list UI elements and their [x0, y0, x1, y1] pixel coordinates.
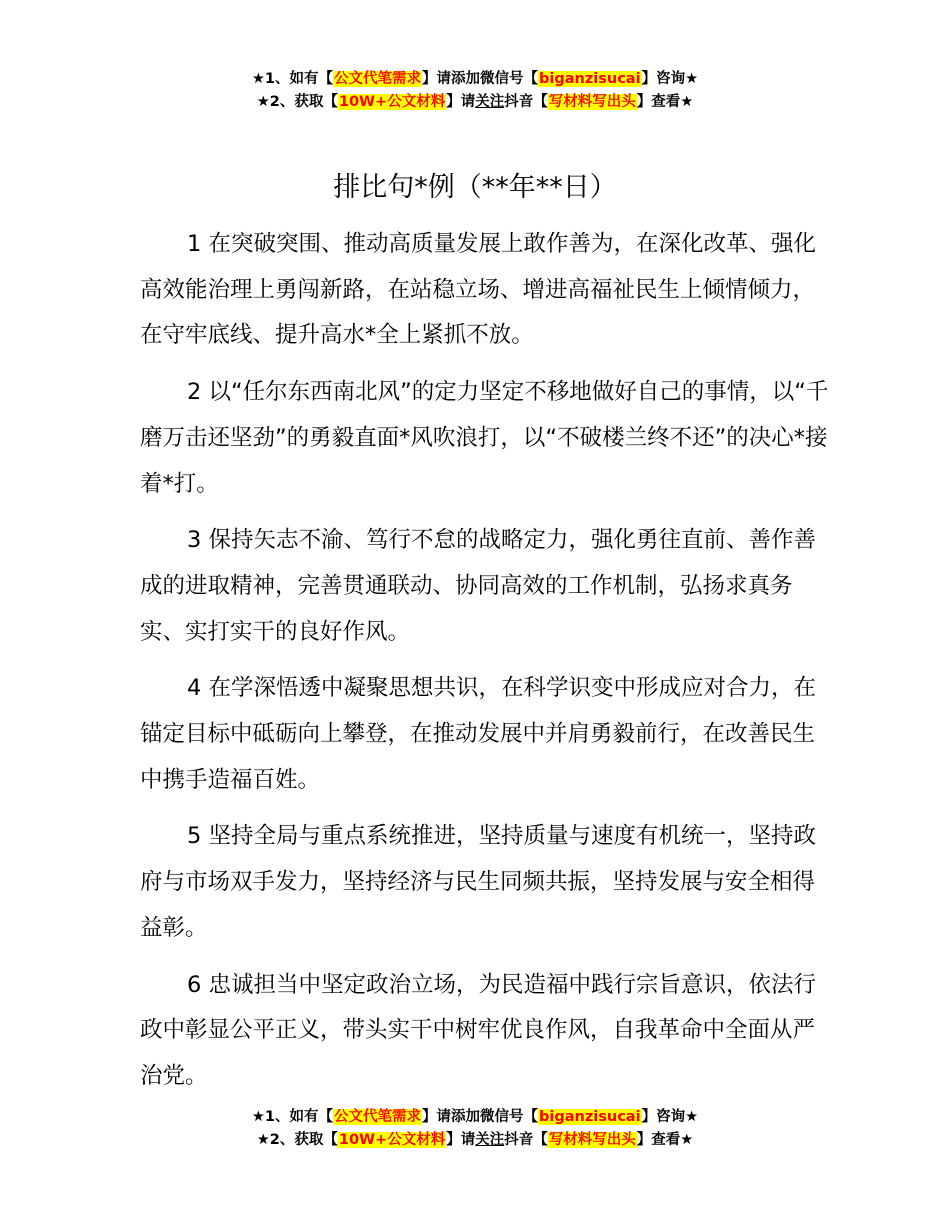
paragraph-5: 5 坚持全局与重点系统推进，坚持质量与速度有机统一，坚持政府与市场双手发力，坚持经济与民生同频共振，坚持发展与安全相得益彰。	[140, 823, 816, 941]
banner-text: ★2、获取【	[256, 1132, 338, 1148]
paragraph-1: 1 在突破突围、推动高质量发展上敢作善为，在深化改革、强化高效能治理上勇闯新路，在站稳立场、增进高福祉民生上倾情倾力，在守牢底线、提升高水*全上紧抓不放。	[140, 231, 816, 349]
banner-text: 】请	[446, 1132, 476, 1148]
banner-text: 微信号【	[480, 71, 539, 87]
paragraph-6: 6 忠诚担当中坚定政治立场，为民造福中践行宗旨意识，依法行政中彰显公平正义，带头实干中树牢优良作风，自我革命中全面从严治党。	[140, 971, 816, 1089]
banner-text: 】咨询★	[641, 71, 699, 87]
banner-line-2	[0, 91, 950, 114]
document-body	[140, 222, 832, 1111]
banner-line-1	[0, 68, 950, 91]
banner-highlight-douyin-account: 写材料写出头	[548, 1132, 636, 1148]
paragraph-4: 4 在学深悟透中凝聚思想共识，在科学识变中形成应对合力，在锚定目标中砥砺向上攀登，在推动发展中并肩勇毅前行，在改善民生中携手造福百姓。	[140, 675, 816, 793]
banner-text: 】请添	[422, 71, 466, 87]
banner-text: ★1、如有【	[251, 1109, 334, 1125]
footer-banner	[0, 1106, 950, 1152]
banner-highlight: 公文代笔需求	[334, 71, 422, 87]
banner-text: ★1、如有【	[251, 71, 334, 87]
paragraph-2: 2 以“任尔东西南北风”的定力坚定不移地做好自己的事情，以“千磨万击还坚劲”的勇毅直面*风吹浪打，以“不破楼兰终不还”的决心*接着*打。	[140, 379, 829, 497]
document-title: 排比句*例（**年**日）	[333, 172, 617, 203]
banner-text: 】请添	[422, 1109, 466, 1125]
banner-text: 加	[465, 1109, 481, 1125]
banner-text: 加	[465, 71, 481, 87]
banner-underlined-text: 关注	[475, 94, 505, 110]
banner-text: 】请	[446, 94, 476, 110]
banner-highlight-wechat-id: biganzisucai	[539, 71, 641, 87]
banner-highlight-wechat-id: biganzisucai	[539, 1109, 641, 1125]
banner-line-2	[0, 1129, 950, 1152]
banner-underlined-text: 关注	[475, 1132, 505, 1148]
banner-highlight: 10W+公文材料	[338, 94, 446, 110]
paragraph-3: 3 保持矢志不渝、笃行不怠的战略定力，强化勇往直前、善作善成的进取精神，完善贯通联动、协同高效的工作机制，弘扬求真务实、实打实干的良好作风。	[140, 527, 816, 645]
banner-text: 微信号【	[480, 1109, 539, 1125]
banner-text: 】查看★	[636, 94, 694, 110]
banner-highlight: 10W+公文材料	[338, 1132, 446, 1148]
banner-text: 】查看★	[636, 1132, 694, 1148]
banner-line-1	[0, 1106, 950, 1129]
banner-highlight-douyin-account: 写材料写出头	[548, 94, 636, 110]
header-banner	[0, 68, 950, 114]
banner-text: 抖音【	[504, 94, 548, 110]
banner-text: 】咨询★	[641, 1109, 699, 1125]
banner-text: 抖音【	[504, 1132, 548, 1148]
banner-highlight: 公文代笔需求	[334, 1109, 422, 1125]
banner-text: ★2、获取【	[256, 94, 338, 110]
